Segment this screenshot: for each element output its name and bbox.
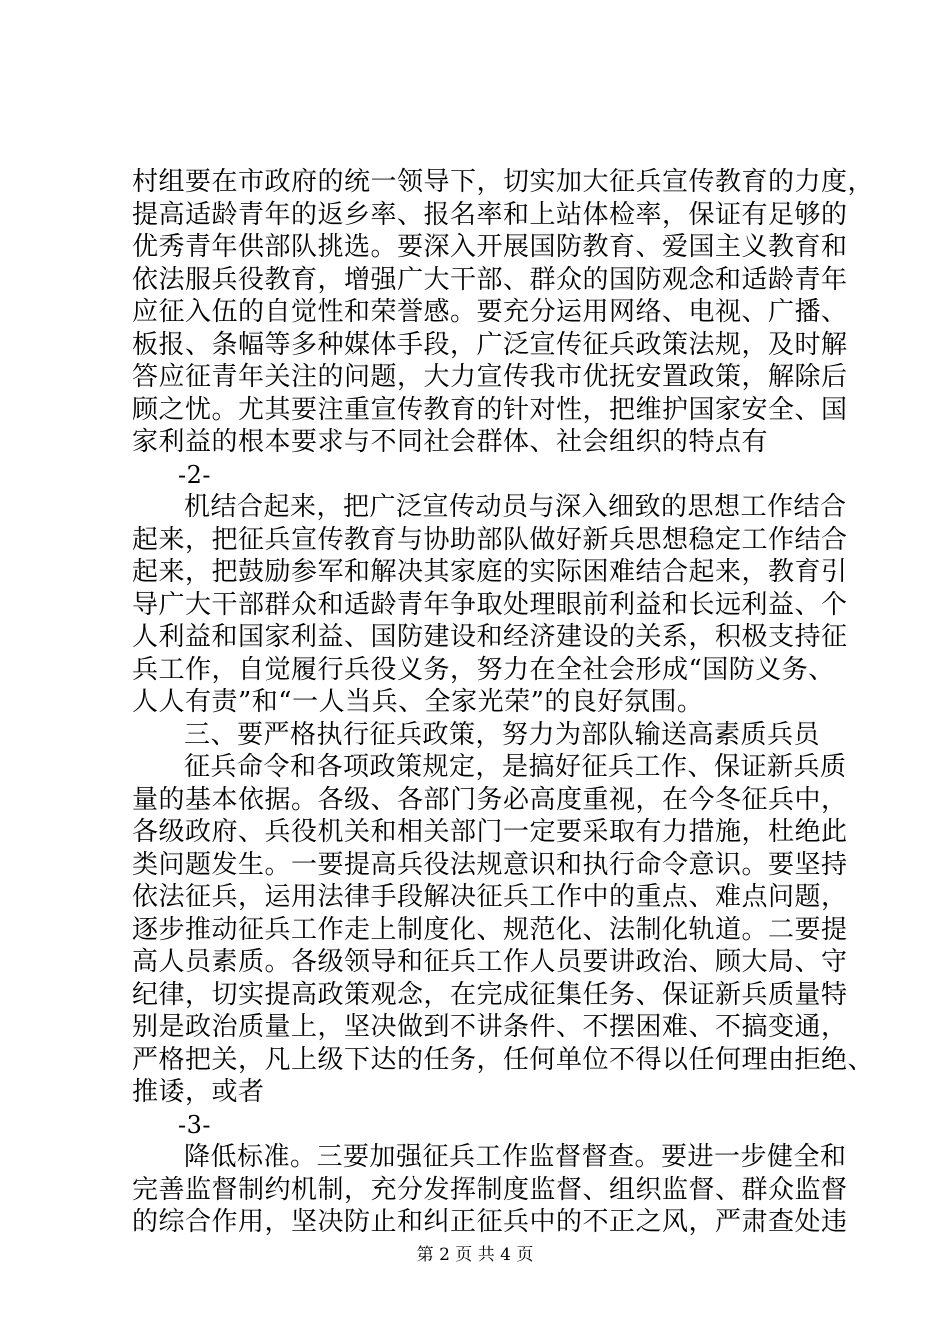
text-line: 起来，把鼓励参军和解决其家庭的实际困难结合起来，教育引 — [132, 557, 848, 587]
text-line: 降低标准。三要加强征兵工作监督督查。要进一步健全和 — [184, 1142, 847, 1172]
document-body — [132, 166, 875, 1239]
inline-page-number: -3- — [178, 1110, 211, 1139]
text-line: 各级政府、兵役机关和相关部门一定要采取有力措施，杜绝此 — [132, 817, 848, 847]
text-line: 别是政治质量上，坚决做到不讲条件、不摆困难、不搞变通， — [132, 1012, 848, 1042]
text-line: 依法征兵，运用法律手段解决征兵工作中的重点、难点问题， — [132, 882, 848, 912]
text-line: 机结合起来，把广泛宣传动员与深入细致的思想工作结合 — [184, 492, 847, 522]
text-line: 三、要严格执行征兵政策，努力为部队输送高素质兵员 — [184, 719, 821, 750]
text-line: 板报、条幅等多种媒体手段，广泛宣传征兵政策法规，及时解 — [132, 329, 848, 360]
text-line: 导广大干部群众和适龄青年争取处理眼前利益和长远利益、个 — [132, 589, 848, 620]
text-line: 顾之忧。尤其要注重宣传教育的针对性，把维护国家安全、国 — [132, 394, 848, 425]
text-line: 兵工作，自觉履行兵役义务，努力在全社会形成“国防义务、 — [132, 654, 835, 685]
text-line: 纪律，切实提高政策观念，在完成征集任务、保证新兵质量特 — [132, 979, 848, 1010]
text-line: 的综合作用，坚决防止和纠正征兵中的不正之风，严肃查处违 — [132, 1207, 848, 1237]
text-line: 完善监督制约机制，充分发挥制度监督、组织监督、群众监督 — [132, 1174, 848, 1205]
text-line: 推诿，或者 — [132, 1077, 265, 1107]
text-line: 逐步推动征兵工作走上制度化、规范化、法制化轨道。二要提 — [132, 914, 848, 945]
text-line: 家利益的根本要求与不同社会群体、社会组织的特点有 — [132, 427, 769, 457]
text-line: 量的基本依据。各级、各部门务必高度重视，在今冬征兵中， — [132, 784, 848, 815]
text-line: 严格把关，凡上级下达的任务，任何单位不得以任何理由拒绝、 — [132, 1044, 875, 1075]
text-line: 答应征青年关注的问题，大力宣传我市优抚安置政策，解除后 — [132, 362, 848, 392]
text-line: 依法服兵役教育，增强广大干部、群众的国防观念和适龄青年 — [132, 264, 848, 295]
inline-page-number: -2- — [178, 460, 211, 489]
text-line: 优秀青年供部队挑选。要深入开展国防教育、爱国主义教育和 — [132, 232, 848, 262]
text-line: 高人员素质。各级领导和征兵工作人员要讲政治、顾大局、守 — [132, 947, 848, 977]
text-line: 起来，把征兵宣传教育与协助部队做好新兵思想稳定工作结合 — [132, 524, 848, 555]
text-line: 征兵命令和各项政策规定，是搞好征兵工作、保证新兵质 — [184, 752, 847, 782]
text-line: 人利益和国家利益、国防建设和经济建设的关系，积极支持征 — [132, 622, 848, 652]
text-line: 类问题发生。一要提高兵役法规意识和执行命令意识。要坚持 — [132, 849, 848, 880]
text-line: 村组要在市政府的统一领导下，切实加大征兵宣传教育的力度， — [132, 167, 875, 197]
page-footer: 第 2 页 共 4 页 — [416, 1245, 534, 1265]
text-line: 提高适龄青年的返乡率、报名率和上站体检率，保证有足够的 — [132, 199, 848, 230]
text-line: 人人有责”和“一人当兵、全家光荣”的良好氛围。 — [132, 687, 704, 717]
text-line: 应征入伍的自觉性和荣誉感。要充分运用网络、电视、广播、 — [132, 297, 848, 327]
